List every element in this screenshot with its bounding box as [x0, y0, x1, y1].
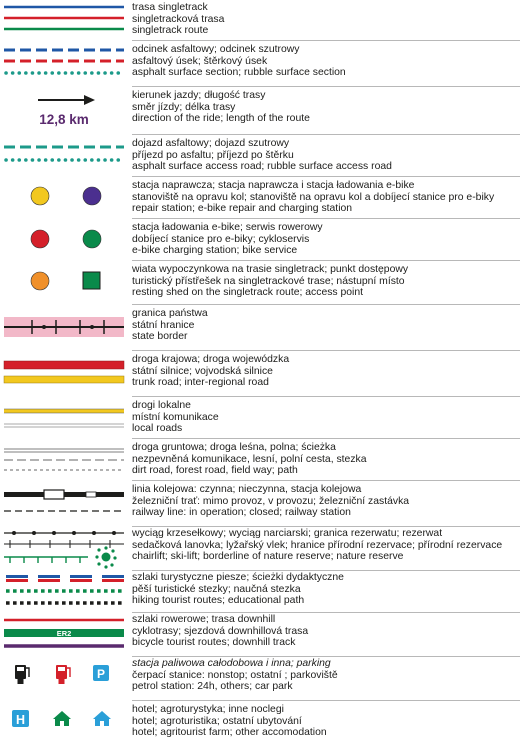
surface-section-symbol [0, 44, 128, 84]
legend-row-cycling [0, 614, 523, 654]
text-cz: státní silnice; vojvodská silnice [132, 365, 273, 377]
text-pl: stacja naprawcza; stacja naprawcza i stacja ładowania e-bike [132, 180, 415, 191]
divider [132, 176, 520, 177]
repair-station-icon [31, 187, 49, 205]
text-en: bicycle tourist routes; downhill track [132, 637, 296, 649]
text-pl: drogi lokalne [132, 400, 191, 411]
divider [132, 396, 520, 397]
legend-text [132, 222, 520, 257]
legend-text [132, 614, 520, 649]
repair-charging-station-icon [83, 187, 101, 205]
text-cz: hotel; agroturistika; ostatní ubytování [132, 715, 302, 727]
state-border-symbol [0, 308, 128, 348]
text-pl: granica państwa [132, 308, 208, 319]
route-length-label: 12,8 km [39, 112, 89, 127]
legend-text [132, 138, 520, 173]
divider [132, 526, 520, 527]
legend-row-hotel [0, 704, 523, 744]
text-en: direction of the ride; length of the route [132, 113, 310, 125]
parking-letter: P [96, 667, 106, 681]
legend-row-trunk [0, 354, 523, 394]
legend-row-border [0, 308, 523, 348]
text-pl: wiata wypoczynkowa na trasie singletrack; punkt dostępowy [132, 264, 409, 275]
legend-row-lift [0, 528, 523, 570]
divider [132, 134, 520, 135]
text-en: resting shed on the singletrack route; access point [132, 287, 364, 299]
text-pl: kierunek jazdy; długość trasy [132, 90, 266, 101]
text-pl: szlaki rowerowe; trasa downhill [132, 614, 276, 625]
legend-row-dirt [0, 442, 523, 478]
legend-row-direction [0, 90, 523, 134]
legend-row-hiking [0, 572, 523, 612]
text-en: asphalt surface section; rubble surface section [132, 67, 346, 79]
divider [132, 260, 520, 261]
divider [132, 656, 520, 657]
text-cz: státní hranice [132, 319, 195, 331]
text-pl: droga gruntowa; droga leśna, polna; ścieżka [132, 442, 336, 453]
charging-service-symbols [0, 222, 128, 258]
text-pl: dojazd asfaltowy; dojazd szutrowy [132, 138, 290, 149]
text-cz: turistický přístřešek na singletrackové trase; nástupní místo [132, 275, 405, 287]
legend-text [132, 658, 520, 693]
agritourist-farm-icon [53, 711, 71, 726]
legend-row-rail [0, 484, 523, 524]
legend-text [132, 484, 520, 519]
access-point-icon [83, 272, 100, 289]
route-code-label: ER2 [56, 629, 72, 638]
repair-station-symbols [0, 180, 128, 216]
legend-text [132, 442, 520, 477]
divider [132, 480, 520, 481]
lift-reserve-symbol [0, 528, 128, 570]
text-en: repair station; e-bike repair and charging station [132, 203, 353, 215]
legend-text [132, 90, 520, 125]
accommodation-symbols [0, 704, 128, 744]
resting-shed-icon [31, 272, 49, 290]
text-pl: stacja ładowania e-bike; serwis rowerowy [132, 222, 323, 233]
legend-text [132, 2, 520, 37]
legend-text [132, 704, 520, 739]
text-cz: železniční trať: mimo provoz, v provozu; železniční zastávka [132, 495, 410, 507]
text-pl: szlaki turystyczne piesze; ścieżki dydaktyczne [132, 572, 344, 583]
text-cz: místní komunikace [132, 411, 219, 423]
shelter-access-symbols [0, 264, 128, 300]
legend-row-surface [0, 44, 523, 84]
divider [132, 304, 520, 305]
text-en: local roads [132, 423, 183, 435]
legend-row-shelter [0, 264, 523, 300]
text-en: hotel; agritourist farm; other accomodation [132, 727, 327, 739]
text-en: hiking tourist routes; educational path [132, 595, 305, 607]
divider [132, 438, 520, 439]
legend-text [132, 308, 520, 343]
dirt-road-symbol [0, 442, 128, 478]
text-en: singletrack route [132, 25, 209, 37]
text-cz: směr jízdy; délka trasy [132, 101, 236, 113]
access-road-symbol [0, 138, 128, 174]
petrol-station-24h-icon [15, 665, 29, 684]
text-cz: pěší turistické stezky; naučná stezka [132, 583, 301, 595]
divider [132, 612, 520, 613]
singletrack-route-symbol [0, 2, 128, 38]
text-pl: wyciąg krzesełkowy; wyciąg narciarski; granica rezerwatu; rezerwat [132, 528, 443, 539]
petrol-parking-symbols [0, 658, 128, 698]
divider [132, 350, 520, 351]
text-en: dirt road, forest road, field way; path [132, 465, 298, 477]
legend-text [132, 354, 520, 389]
divider [132, 570, 520, 571]
trunk-road-symbol [0, 354, 128, 394]
bike-service-icon [83, 230, 101, 248]
text-pl: odcinek asfaltowy; odcinek szutrowy [132, 44, 300, 55]
legend-row-charging [0, 222, 523, 258]
text-pl: droga krajowa; droga wojewódzka [132, 354, 290, 365]
legend-text [132, 44, 520, 79]
divider [132, 40, 520, 41]
text-pl: linia kolejowa: czynna; nieczynna, stacja kolejowa [132, 484, 362, 495]
text-cz: sedačková lanovka; lyžařský vlek; hranice přírodní rezervace; přírodní rezervace [132, 539, 503, 551]
other-accommodation-icon [93, 711, 111, 726]
text-cz: čerpací stanice: nonstop; ostatní ; parkoviště [132, 669, 338, 681]
legend-row-access [0, 138, 523, 174]
text-en: trunk road; inter-regional road [132, 377, 269, 389]
text-pl: trasa singletrack [132, 2, 208, 13]
divider [132, 218, 520, 219]
local-road-symbol [0, 400, 128, 436]
text-pl: hotel; agroturystyka; inne noclegi [132, 704, 284, 715]
petrol-station-icon [56, 665, 70, 684]
legend-row-singletrack [0, 2, 523, 38]
text-cz: dobíjecí stanice pro e-biky; cykloservis [132, 233, 310, 245]
text-cz: stanoviště na opravu kol; stanoviště na opravu kol a dobíjecí stanice pro e-biky [132, 191, 495, 203]
legend-text [132, 264, 520, 299]
charging-station-icon [31, 230, 49, 248]
bicycle-route-symbol [0, 614, 128, 654]
legend-row-local [0, 400, 523, 436]
text-cz: singletracková trasa [132, 13, 225, 25]
text-en: railway line: in operation; closed; railway station [132, 507, 351, 519]
legend-text [132, 528, 520, 563]
legend-row-repair [0, 180, 523, 216]
hiking-route-symbol [0, 572, 128, 612]
nature-reserve-icon [95, 546, 116, 568]
legend-row-petrol [0, 658, 523, 698]
text-en: petrol station: 24h, others; car park [132, 681, 293, 693]
direction-length-symbol [0, 90, 128, 134]
divider [132, 86, 520, 87]
text-cz: cyklotrasy; sjezdová downhillová trasa [132, 625, 309, 637]
text-cz: příjezd po asfaltu; příjezd po štěrku [132, 149, 294, 161]
text-en: chairlift; ski-lift; borderline of nature reserve; nature reserve [132, 551, 404, 563]
text-pl: stacja paliwowa całodobowa i inna; parking [132, 658, 331, 669]
legend-text [132, 400, 520, 435]
divider [132, 700, 520, 701]
text-cz: nezpevněná komunikace, lesní, polní cesta, stezka [132, 453, 367, 465]
legend-text [132, 572, 520, 607]
hotel-letter: H [15, 713, 26, 727]
text-en: state border [132, 331, 188, 343]
text-en: asphalt surface access road; rubble surface access road [132, 161, 392, 173]
text-en: e-bike charging station; bike service [132, 245, 298, 257]
legend-text [132, 180, 520, 215]
text-cz: asfaltový úsek; štěrkový úsek [132, 55, 268, 67]
railway-symbol [0, 484, 128, 524]
